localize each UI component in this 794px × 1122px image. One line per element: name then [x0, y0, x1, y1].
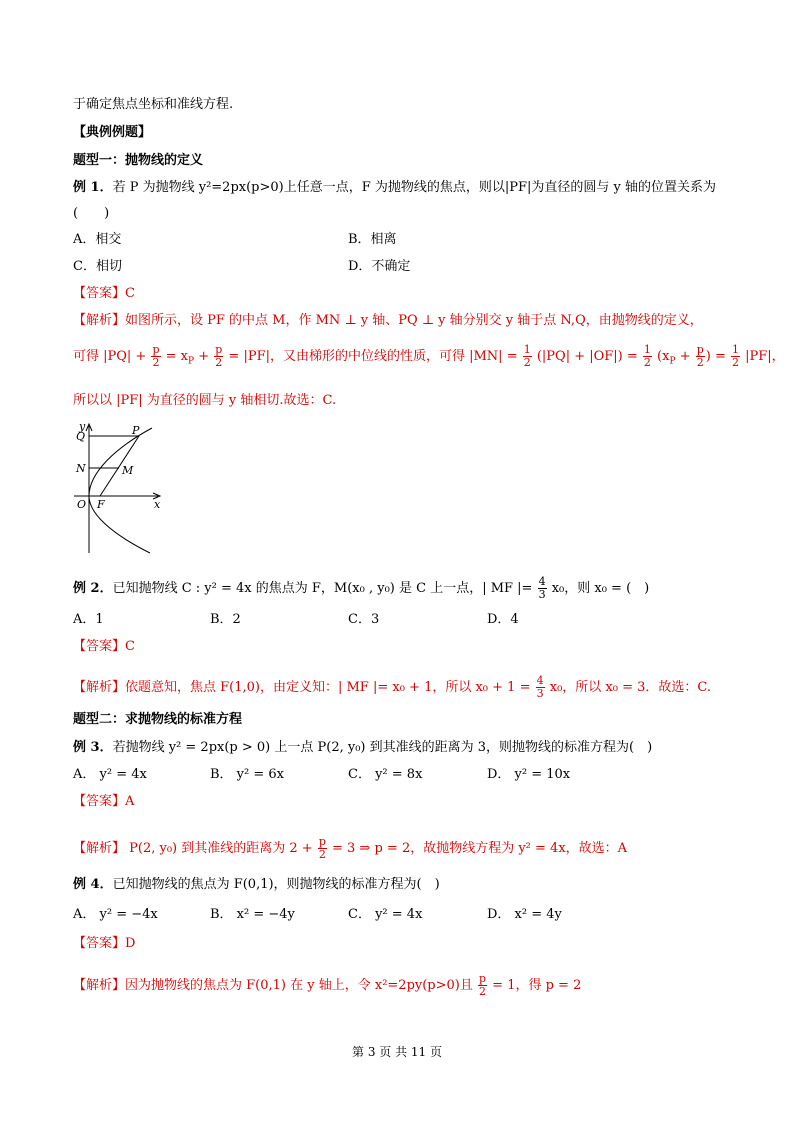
ex4-question	[73, 876, 440, 894]
ex4-analysis-label: 【解析】	[73, 978, 126, 993]
ex3-option-b: B． y² = 6x	[210, 767, 285, 782]
frac-p-over-2: $\frac{p}{2}$	[215, 343, 223, 369]
ex4-option-b: B． x² = −4y	[210, 907, 295, 922]
frac-4-over-3: $\frac{4}{3}$	[536, 674, 544, 700]
ex3-analysis-label: 【解析】	[73, 841, 126, 856]
ex3-option-a: A． y² = 4x	[73, 767, 147, 782]
frac-p-over-2: $\frac{p}{2}$	[152, 343, 160, 369]
ex1-analysis-text-1: 如图所示，设 PF 的中点 M，作 MN ⊥ y 轴、PQ ⊥ y 轴分别交 y 轴于点 N,Q，由抛物线的定义，	[125, 313, 703, 328]
ex1-a2g: +	[675, 349, 695, 364]
ex1-option-d: D．不确定	[348, 259, 411, 274]
label-p: P	[132, 424, 140, 437]
ex2-label: 例 2．	[73, 581, 113, 596]
type2-heading: 题型二：求抛物线的标准方程	[73, 712, 243, 727]
frac-4-over-3: $\frac{4}{3}$	[538, 575, 546, 601]
frac-p-over-2: $\frac{p}{2}$	[318, 835, 326, 861]
ex1-analysis-2: 可得 |PQ| + $\frac{p}{2}$ = $x_P$ + $\frac{p}{2}$ = |PF|，又由梯形的中位线的性质，可得 |MN| = $\frac{1}{2}$ (|PQ| + |OF|) = $\frac{1}{2}$ ($x_P$ + $\frac{p}{2}$ ) = $\frac{1}{2}$ |PF|，	[73, 343, 785, 369]
frac-1-over-2: $\frac{1}{2}$	[731, 343, 739, 369]
type1-heading: 题型一：抛物线的定义	[73, 153, 204, 168]
ex3-analysis	[73, 836, 627, 861]
ex1-a2i: |PF|，	[740, 349, 785, 364]
label-f: F	[97, 498, 105, 511]
ex2-text-a: 已知抛物线 C : y² = 4x 的焦点为 F，M(x₀ , y₀) 是 C 上一点，| MF |=	[112, 581, 537, 596]
parabola-figure	[70, 418, 180, 558]
ex4-option-a: A． y² = −4x	[73, 907, 158, 922]
label-x: x	[154, 498, 161, 511]
ex1-a2b: = x	[161, 349, 189, 364]
ex3-analysis-a: P(2, y₀) 到其准线的距离为 2 +	[125, 841, 317, 856]
label-q: Q	[76, 430, 86, 443]
frac-1-over-2: $\frac{1}{2}$	[643, 343, 651, 369]
ex2-text-b: x₀，则 x₀ = ( )	[547, 581, 650, 596]
ex3-text: 若抛物线 y² = 2px(p > 0) 上一点 P(2, y₀) 到其准线的距离为 3，则抛物线的标准方程为( )	[112, 740, 653, 755]
ex4-answer: 【答案】D	[73, 936, 136, 951]
ex1-analysis-1	[73, 312, 703, 330]
ex2-option-d: D．4	[487, 612, 519, 627]
ex2-analysis-label: 【解析】	[73, 680, 126, 695]
ex2-analysis-b: x₀，所以 x₀ = 3．故选：C.	[545, 680, 712, 695]
ex4-option-d: D． x² = 4y	[487, 907, 562, 922]
label-m: M	[122, 464, 134, 477]
page-footer: 第 3 页 共 11 页	[352, 1045, 442, 1059]
parabola-curve	[89, 428, 152, 553]
ex2-question	[73, 576, 649, 601]
ex4-text: 已知抛物线的焦点为 F(0,1)，则抛物线的标准方程为( )	[112, 877, 440, 892]
ex2-option-c: C．3	[348, 612, 380, 627]
ex3-label: 例 3．	[73, 740, 113, 755]
frac-p-over-2: $\frac{p}{2}$	[696, 343, 704, 369]
ex2-option-a: A．1	[73, 612, 104, 627]
ex1-a2a: 可得 |PQ| +	[73, 349, 151, 364]
ex4-analysis-a: 因为抛物线的焦点为 F(0,1) 在 y 轴上，令 x²=2py(p>0)且	[125, 978, 477, 993]
ex1-a2h: ) =	[705, 349, 730, 364]
ex2-option-b: B．2	[210, 612, 241, 627]
ex1-a2d: = |PF|，又由梯形的中位线的性质，可得 |MN| =	[224, 349, 522, 364]
ex2-analysis	[73, 675, 711, 700]
ex1-paren: ( )	[73, 206, 110, 221]
ex3-answer: 【答案】A	[73, 794, 135, 809]
intro-tail: 于确定焦点坐标和准线方程.	[73, 97, 234, 112]
ex2-analysis-a: 依题意知，焦点 F(1,0)，由定义知：| MF |= x₀ + 1，所以 x₀ + 1 =	[125, 680, 535, 695]
ex3-question	[73, 739, 652, 757]
label-o: O	[77, 498, 87, 511]
label-n: N	[76, 462, 86, 475]
ex1-a2f: (x	[652, 349, 670, 364]
ex1-option-c: C．相切	[73, 259, 122, 274]
ex3-option-c: C． y² = 8x	[348, 767, 423, 782]
ex4-option-c: C． y² = 4x	[348, 907, 423, 922]
ex1-option-b: B．相离	[348, 232, 397, 247]
ex1-analysis-label: 【解析】	[73, 313, 126, 328]
ex3-option-d: D． y² = 10x	[487, 767, 571, 782]
ex4-analysis-b: = 1，得 p = 2	[488, 978, 582, 993]
ex1-label: 例 1．	[73, 180, 113, 195]
ex1-option-a: A．相交	[73, 232, 122, 247]
ex4-analysis	[73, 973, 581, 998]
ex1-a2e: (|PQ| + |OF|) =	[532, 349, 642, 364]
ex3-analysis-b: = 3 ⇒ p = 2，故抛物线方程为 y² = 4x，故选：A	[327, 841, 628, 856]
frac-p-over-2: $\frac{p}{2}$	[479, 972, 487, 998]
frac-1-over-2: $\frac{1}{2}$	[523, 343, 531, 369]
ex1-text: 若 P 为抛物线 y²=2px(p>0)上任意一点，F 为抛物线的焦点，则以|PF|为直径的圆与 y 轴的位置关系为	[112, 180, 717, 195]
ex4-label: 例 4．	[73, 877, 113, 892]
label-y: y	[79, 420, 86, 433]
ex1-question	[73, 179, 716, 197]
ex1-analysis-3: 所以以 |PF| 为直径的圆与 y 轴相切.故选：C.	[73, 393, 337, 408]
ex2-answer: 【答案】C	[73, 639, 135, 654]
section-heading: 【典例例题】	[73, 125, 152, 140]
ex1-a2c: +	[194, 349, 214, 364]
ex1-answer: 【答案】C	[73, 286, 135, 301]
